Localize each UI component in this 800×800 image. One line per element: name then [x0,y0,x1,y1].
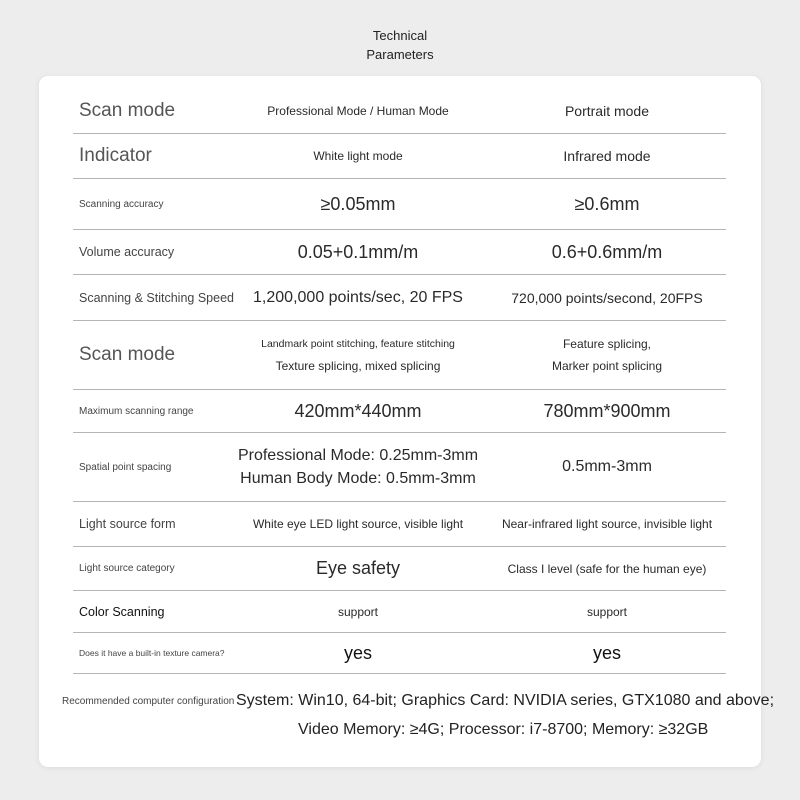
table-row [73,433,726,502]
mode-a-value: Professional Mode / Human Mode [267,104,449,118]
mode-a-value: Eye safety [315,558,401,578]
mode-a-value: Landmark point stitching, feature stitching Texture splicing, mixed splicing [261,337,455,373]
mode-b-value: yes [592,642,621,663]
page-title-line: Parameters [366,47,434,62]
recommended-config-line: Video Memory: ≥4G; Processor: i7-8700; Memory: ≥32GB [298,721,709,738]
recommended-config-label: Recommended computer configuration [62,696,235,707]
table-row [73,134,726,179]
mode-b-value: Portrait mode [564,103,650,119]
mode-a-value: White eye LED light source, visible light [252,517,464,531]
row-label: Volume accuracy [79,245,175,259]
recommended-config [62,688,775,750]
row-label: Scanning accuracy [79,198,164,210]
row-label: Does it have a built-in texture camera? [79,648,225,658]
table-row [73,547,726,591]
table-row [73,502,726,547]
mode-b-value: 0.6+0.6mm/m [551,241,663,262]
row-label: Light source category [79,563,175,574]
row-label: Color Scanning [79,604,165,619]
page-title [0,26,800,64]
page-title-line: Technical [372,28,428,43]
mode-a-value: 420mm*440mm [294,400,422,421]
mode-a-value: Professional Mode: 0.25mm-3mm Human Body Mode: 0.5mm-3mm [237,446,479,487]
mode-a-value: 1,200,000 points/sec, 20 FPS [253,288,463,306]
table-row [73,89,726,134]
mode-b-value: 0.5mm-3mm [562,458,652,475]
mode-a-value: support [337,604,379,619]
row-label: Spatial point spacing [79,461,172,473]
mode-a-value: yes [343,642,372,663]
recommended-config-line: System: Win10, 64-bit; Graphics Card: NVIDIA series, GTX1080 and above; [236,692,775,709]
table-row [73,179,726,230]
mode-a-value: 0.05+0.1mm/m [297,241,419,262]
mode-b-value: 780mm*900mm [543,400,671,421]
row-label: Scan mode [79,100,176,121]
table-row [73,633,726,674]
table-row [73,591,726,633]
mode-b-value: Feature splicing, Marker point splicing [551,337,663,373]
row-label: Scan mode [79,344,176,365]
row-label: Light source form [79,517,176,531]
mode-b-value: ≥0.6mm [574,193,640,214]
row-label: Maximum scanning range [79,405,194,417]
table-row [73,390,726,433]
mode-b-value: support [586,604,628,619]
table-row [73,230,726,275]
row-label: Scanning & Stitching Speed [79,290,234,305]
mode-a-value: White light mode [313,149,403,163]
mode-b-value: Infrared mode [563,148,651,164]
mode-b-value: 720,000 points/second, 20FPS [511,289,703,306]
row-label: Indicator [79,145,152,166]
mode-a-value: ≥0.05mm [320,193,396,214]
table-row [73,321,726,390]
table-row [73,275,726,321]
mode-b-value: Near-infrared light source, invisible light [501,517,713,531]
mode-b-value: Class I level (safe for the human eye) [507,561,707,576]
